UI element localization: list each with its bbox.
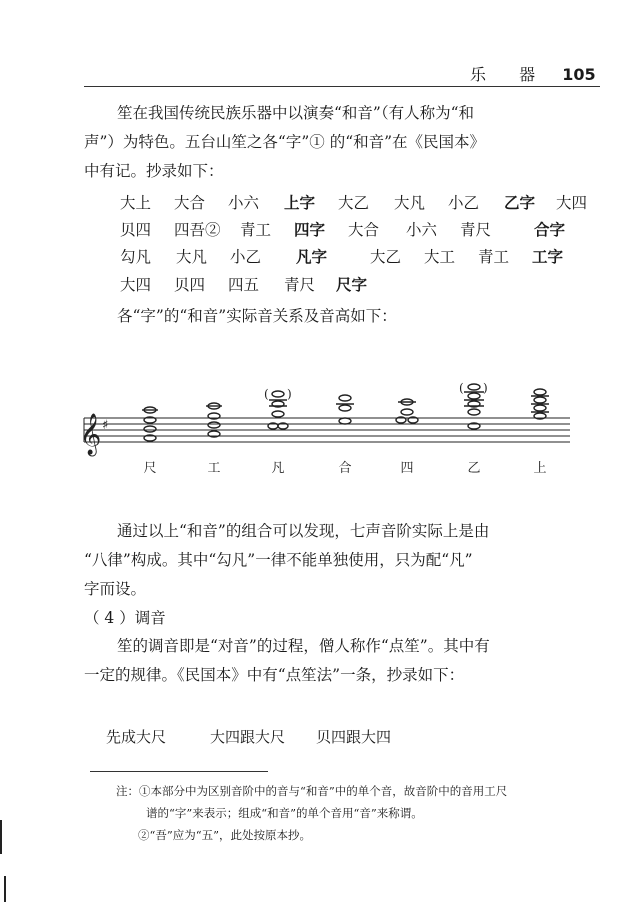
grid-cell: 大凡: [176, 248, 208, 266]
paragraph-intro-staff: [84, 302, 584, 331]
staff-label: 工: [207, 461, 221, 476]
sharp-icon: ♯: [102, 418, 109, 433]
margin-mark: [0, 820, 2, 854]
footnote-1-line-1: 注：①本部分中为区别音阶中的音与“和音”中的单个音，故音阶中的音用工尺: [116, 784, 508, 798]
grid-cell: 青工: [240, 221, 272, 239]
svg-text:): ): [287, 387, 292, 401]
grid-cell: 大乙: [370, 248, 402, 266]
chord-6: [459, 381, 488, 429]
svg-text:(: (: [459, 381, 464, 395]
footnote-2: ②“吾”应为“五”，此处按原本抄。: [138, 828, 312, 842]
treble-clef-icon: 𝄞: [80, 414, 102, 455]
grid-cell: 大四: [556, 194, 588, 212]
grid-cell: 大合: [174, 194, 206, 212]
grid-cell: 大合: [348, 221, 380, 239]
paragraph-intro: [84, 99, 584, 186]
grid-cell: 四字: [294, 221, 326, 239]
tuning-line-2: 一定的规律。《民国本》中有“点笙法”一条，抄录如下：: [84, 666, 465, 684]
grid-cell: 大工: [424, 248, 456, 266]
grid-cell: 大四: [120, 276, 152, 294]
tuning-rule: 先成大尺: [106, 728, 167, 746]
staff-label: 上: [533, 461, 547, 476]
paragraph-analysis: [84, 517, 584, 604]
chord-2: [206, 403, 222, 437]
grid-cell: 大上: [120, 194, 152, 212]
grid-cell: 凡字: [296, 248, 328, 266]
chord-7: [531, 389, 549, 419]
music-staff: [70, 376, 590, 476]
grid-cell: 贝四: [120, 221, 152, 239]
staff-label: 凡: [271, 461, 285, 476]
grid-cell: 小六: [228, 194, 260, 212]
staff-label: 乙: [467, 461, 481, 476]
staff-label: 合: [338, 461, 352, 476]
staff-label: 四: [400, 461, 414, 476]
svg-text:): ): [483, 381, 488, 395]
chord-4: [336, 395, 354, 424]
grid-cell: 工字: [532, 248, 564, 266]
header-rule: [84, 86, 600, 87]
footnote-rule: [90, 771, 268, 772]
intro-line-1: 笙在我国传统民族乐器中以演奏“和音”（有人称为“和: [117, 104, 475, 122]
grid-cell: 大乙: [338, 194, 370, 212]
intro-line-3: 中有记。抄录如下：: [84, 162, 224, 180]
intro-line-2: 声”）为特色。五台山笙之各“字”① 的“和音”在《民国本》: [84, 133, 486, 151]
header-title: 乐 器: [470, 65, 550, 84]
margin-mark: [4, 876, 6, 902]
staff-intro-text: 各“字”的“和音”实际音关系及音高如下：: [117, 307, 397, 325]
analysis-line-2: “八律”构成。其中“勾凡”一律不能单独使用，只为配“凡”: [84, 551, 473, 569]
chord-5: [396, 399, 418, 423]
analysis-line-3: 字而设。: [84, 580, 147, 598]
grid-cell: 上字: [284, 194, 316, 212]
footnotes: [116, 780, 596, 846]
tuning-line-1: 笙的调音即是“对音”的过程，僧人称作“点笙”。其中有: [117, 637, 490, 655]
grid-cell: 大凡: [394, 194, 426, 212]
grid-cell: 小乙: [448, 194, 480, 212]
grid-cell: 尺字: [336, 276, 368, 294]
tuning-rules: [106, 726, 566, 748]
analysis-line-1: 通过以上“和音”的组合可以发现，七声音阶实际上是由: [117, 522, 490, 540]
grid-cell: 小六: [406, 221, 438, 239]
footnote-1-line-2: 谱的“字”来表示；组成“和音”的单个音用“音”来称谓。: [146, 806, 423, 820]
running-header: [470, 62, 596, 85]
chord-3: [264, 387, 292, 429]
grid-cell: 四吾②: [174, 221, 221, 239]
tuning-rule: 大四跟大尺: [210, 728, 286, 746]
grid-cell: 乙字: [504, 194, 536, 212]
grid-cell: 勾凡: [120, 248, 152, 266]
grid-cell: 小乙: [230, 248, 262, 266]
svg-text:(: (: [264, 387, 269, 401]
grid-cell: 青工: [478, 248, 510, 266]
grid-cell: 四五: [228, 276, 260, 294]
page-number: 105: [562, 65, 596, 84]
staff-label: 尺: [143, 461, 157, 476]
section-heading: （ 4 ）调音: [84, 609, 166, 627]
grid-cell: 青尺: [460, 221, 492, 239]
grid-cell: 合字: [534, 221, 566, 239]
grid-cell: 青尺: [284, 276, 316, 294]
tuning-rule: 贝四跟大四: [316, 728, 392, 746]
grid-cell: 贝四: [174, 276, 206, 294]
paragraph-tuning: [84, 632, 584, 690]
